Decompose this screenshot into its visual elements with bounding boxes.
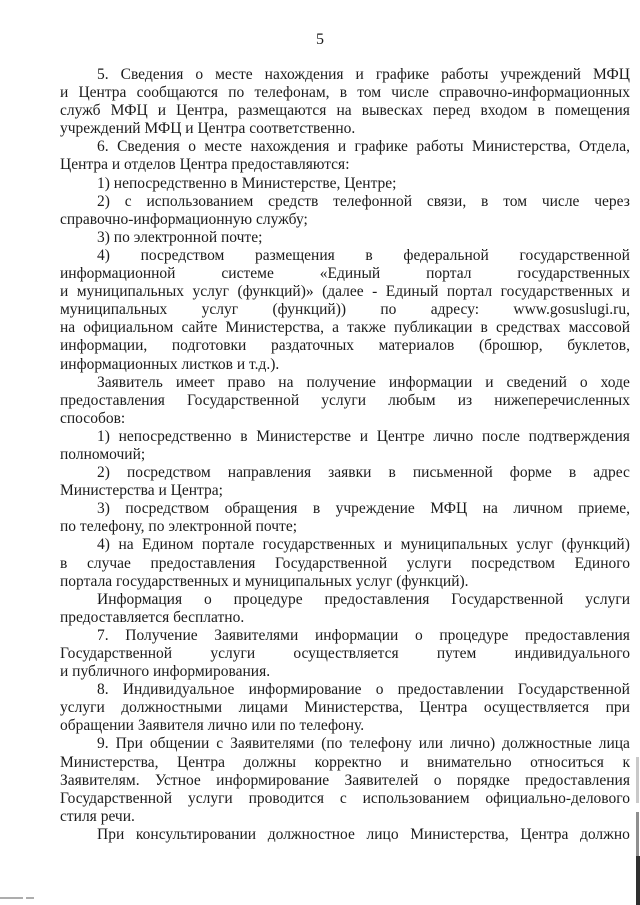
text-line (60, 645, 630, 663)
word: Министерства, (410, 825, 509, 843)
scan-artifact-right-edge-light (636, 757, 639, 803)
word: государственной (519, 246, 630, 264)
text-line (60, 319, 630, 337)
word: нахождения (250, 138, 330, 156)
word: в (60, 554, 68, 572)
word: процедуре (439, 626, 509, 644)
word: по (228, 84, 245, 102)
word: и (337, 138, 347, 156)
text-line (60, 754, 630, 772)
text-line (60, 301, 630, 319)
word: в (568, 464, 577, 482)
word: использованием (362, 789, 470, 807)
word: сайте (181, 319, 218, 337)
word: числе (541, 192, 580, 210)
paragraph (60, 138, 630, 174)
word: (брошюр, (478, 337, 543, 355)
word: Сведения (120, 66, 184, 83)
word: Сведения (117, 138, 180, 156)
word: лицо (366, 825, 399, 843)
word: посредством (471, 554, 555, 572)
word: помещения (554, 102, 630, 120)
scan-artifact-bottom-left-line-2 (26, 897, 34, 899)
word: внимательно (427, 753, 512, 771)
word: раздаточных (270, 337, 354, 355)
word: услуги (210, 645, 256, 662)
word: 7. (97, 626, 109, 644)
word: 2) (97, 464, 110, 482)
text-line (60, 337, 630, 355)
word: сведений (506, 373, 567, 391)
word: Центра (78, 84, 127, 102)
paragraph (60, 428, 630, 464)
text-line: предоставляется бесплатно. (60, 608, 245, 626)
word: осуществляется (293, 645, 399, 662)
text-line (60, 790, 630, 808)
word: учреждение (335, 500, 415, 518)
word: приеме, (578, 500, 630, 518)
word: предоставления (150, 554, 256, 572)
paragraph (60, 464, 630, 500)
word: консультировании (135, 825, 257, 843)
paragraph (60, 681, 630, 735)
text-line (60, 536, 630, 554)
word: через (594, 192, 630, 210)
text-line (60, 681, 630, 699)
text-line: учреждений МФЦ и Центра соответственно. (60, 120, 356, 138)
text-line: Министерства и Центра; (60, 482, 223, 500)
word: предоставления (60, 391, 165, 409)
word: Центра (419, 699, 468, 717)
document-body (60, 66, 630, 844)
word: телефону (349, 735, 412, 753)
word: лицами (238, 699, 288, 717)
word: федеральной (403, 246, 489, 264)
word: государственных (262, 536, 376, 554)
word: размещаются (238, 102, 327, 120)
word: при (605, 699, 630, 717)
paragraph (60, 627, 630, 681)
word: 9. (97, 735, 109, 753)
text-line (60, 265, 630, 283)
word: месте (215, 66, 253, 83)
word: заявки (328, 464, 372, 482)
word: Заявителями (230, 735, 315, 753)
word: в (481, 192, 489, 210)
word: о (375, 681, 384, 699)
word: после (481, 427, 520, 445)
word: 2) (97, 192, 110, 210)
word: услуги (406, 554, 452, 572)
word: письменной (412, 464, 493, 482)
text-line (60, 627, 630, 645)
word: месте (204, 138, 243, 156)
word: справочно-информационных (439, 84, 630, 102)
word: муниципальных (76, 283, 185, 301)
word: посредством (125, 500, 210, 518)
word: в (480, 319, 488, 337)
word: Государственной (451, 590, 564, 608)
word: (далее (322, 283, 364, 301)
scan-artifact-right-edge-dark (636, 856, 640, 905)
word: услуги (60, 699, 105, 717)
word: Заявитель (97, 373, 163, 391)
word: (функций)) (272, 301, 347, 319)
paragraph (60, 591, 630, 627)
word: посредством (140, 246, 225, 264)
word: вывесках (361, 102, 423, 120)
word: на (118, 536, 134, 554)
text-line (60, 699, 630, 717)
word: предоставлении (397, 681, 504, 699)
word: Центра, (176, 102, 228, 120)
word: Государственной (60, 645, 173, 662)
word: Центра (177, 753, 225, 771)
word: предоставления (525, 771, 630, 789)
word: перед (432, 102, 471, 120)
text-line (60, 102, 630, 120)
word: Едином (142, 536, 194, 554)
word: услуг (192, 283, 229, 301)
word: - (372, 283, 378, 301)
word: информации (314, 626, 399, 644)
paragraph (60, 175, 630, 193)
word: Индивидуальное (122, 681, 235, 699)
word: 4) (97, 246, 110, 264)
word: информационной (60, 265, 176, 283)
word: личном (513, 500, 563, 518)
word: При (115, 735, 143, 753)
word: портал (426, 265, 472, 283)
word: Государственной (517, 681, 630, 699)
word: с (339, 789, 347, 807)
word: путем (436, 645, 477, 662)
word: услуги (585, 590, 630, 608)
word: www.gosuslugi.ru, (513, 301, 630, 319)
word: Заявителям. (60, 771, 140, 789)
scan-artifact-right-edge-medium (636, 812, 639, 856)
paragraph (60, 247, 630, 374)
word: лично (433, 427, 474, 445)
word: подготовки (171, 337, 247, 355)
word: и (60, 84, 69, 102)
text-line (60, 772, 630, 790)
word: и (359, 427, 368, 445)
paragraph (60, 374, 630, 428)
word: должностное (267, 825, 355, 843)
word: о (195, 66, 204, 83)
word: лица (598, 735, 630, 753)
text-line (60, 84, 630, 102)
text-line (60, 193, 630, 211)
word: телефонной (333, 192, 412, 210)
word: ходе (600, 373, 630, 391)
word: официальном (83, 319, 174, 337)
text-line (60, 66, 630, 84)
word: процедуре (233, 590, 303, 608)
word: должностными (121, 699, 223, 717)
word: 4) (97, 536, 110, 554)
text-line (60, 591, 630, 609)
word: информации, (60, 337, 148, 355)
word: средствах (495, 319, 561, 337)
word: о (579, 373, 588, 391)
text-line: 1) непосредственно в Министерстве, Центре; (97, 174, 397, 192)
word: Отдела, (578, 138, 630, 156)
word: Центра (520, 825, 569, 843)
word: подтверждения (528, 427, 630, 445)
word: Единый (385, 283, 439, 301)
word: государственных (500, 283, 614, 301)
text-line: портала государственных и муниципальных услуг (функций). (60, 572, 469, 590)
word: также (347, 319, 386, 337)
word: Устное (154, 771, 201, 789)
word: услуг (516, 536, 553, 554)
text-line: обращении Заявителя лично или по телефону. (60, 717, 365, 735)
word: индивидуального (514, 645, 630, 662)
word: 3) (97, 500, 110, 518)
word: связи, (426, 192, 467, 210)
page-number: 5 (316, 31, 324, 48)
word: направления (227, 464, 312, 482)
word: посредством (126, 464, 211, 482)
word: графике (375, 66, 430, 83)
word: Центре (376, 427, 425, 445)
word: При (97, 825, 125, 843)
text-line (60, 247, 630, 265)
word: на (278, 373, 294, 391)
word: и (485, 373, 494, 391)
word: нахождения (264, 66, 344, 83)
word: портале (201, 536, 255, 554)
text-line (60, 392, 630, 410)
word: о (414, 626, 423, 644)
word: в (388, 464, 396, 482)
word: числе (391, 84, 429, 102)
text-line: Центра и отделов Центра предоставляются: (60, 156, 350, 174)
word: относиться (530, 753, 604, 771)
word: Министерства, (225, 319, 324, 337)
word: адрес (593, 464, 630, 482)
paragraph (60, 826, 630, 844)
word: Заявителей (344, 771, 419, 789)
word: 6. (97, 138, 109, 156)
word: с (124, 192, 132, 210)
word: Государственной (60, 789, 173, 807)
text-line (60, 428, 630, 446)
word: и (157, 102, 167, 120)
word: проводится (248, 789, 325, 807)
word: общении (149, 735, 210, 753)
word: лично) (450, 735, 496, 753)
word: 1) (97, 427, 110, 445)
text-line (60, 555, 630, 573)
word: МФЦ (430, 500, 468, 518)
word: «Единый (319, 265, 381, 283)
word: муниципальных (60, 301, 168, 319)
word: в (339, 84, 348, 102)
word: право (227, 373, 266, 391)
text-line: по телефону, по электронной почте; (60, 518, 298, 536)
word: на (336, 102, 352, 120)
word: работы (441, 66, 489, 83)
word: непосредственно (118, 427, 232, 445)
word: о (433, 771, 442, 789)
word: том (503, 192, 528, 210)
word: сообщаются (136, 84, 219, 102)
word: и (621, 283, 630, 301)
word: и (400, 753, 409, 771)
word: в (537, 102, 545, 120)
paragraph (60, 735, 630, 825)
word: МФЦ (592, 66, 630, 83)
text-line: 3) по электронной почте; (97, 228, 263, 246)
word: массовой (568, 319, 630, 337)
word: имеет (175, 373, 215, 391)
word: должностные (502, 735, 592, 753)
word: получение (306, 373, 376, 391)
word: на (60, 319, 76, 337)
word: Получение (125, 626, 198, 644)
text-line (60, 283, 630, 301)
word: использованием (146, 192, 254, 210)
word: графике (354, 138, 408, 156)
word: и (355, 66, 364, 83)
word: служб (60, 102, 101, 120)
word: (функций) (561, 536, 630, 554)
text-line (60, 826, 630, 844)
word: Информация (97, 590, 183, 608)
text-line (60, 374, 630, 392)
text-line: стиля речи. (60, 807, 135, 825)
word: официально-делового (485, 789, 630, 807)
word: информации (388, 373, 473, 391)
word: размещения (255, 246, 335, 264)
word: МФЦ (110, 102, 148, 120)
word: муниципальных (400, 536, 508, 554)
word: работы (416, 138, 464, 156)
paragraph (60, 66, 630, 138)
word: в (240, 427, 248, 445)
paragraph (60, 500, 630, 536)
word: нижеперечисленных (494, 391, 630, 409)
word: том (357, 84, 382, 102)
word: в (365, 246, 373, 264)
word: любым (388, 391, 436, 409)
word: осуществляется (483, 699, 590, 717)
text-line: и публичного информирования. (60, 663, 271, 681)
word: о (188, 138, 196, 156)
word: должны (243, 753, 297, 771)
word: Министерства, (60, 753, 159, 771)
word: (по (321, 735, 343, 753)
word: и (383, 536, 393, 554)
word: Министерстве (256, 427, 351, 445)
paragraph (60, 193, 630, 229)
word: Государственной (275, 554, 388, 572)
word: системе (221, 265, 274, 283)
text-line (60, 500, 630, 518)
word: учреждений (500, 66, 581, 83)
text-line (60, 464, 630, 482)
word: по (380, 301, 397, 319)
word: корректно (314, 753, 382, 771)
text-line (60, 735, 630, 753)
scan-artifact-bottom-left-line-1 (0, 897, 23, 899)
text-line: способов: (60, 409, 126, 427)
word: (функций)» (237, 283, 314, 301)
word: входом (480, 102, 528, 120)
text-line (60, 138, 630, 156)
word: предоставления (525, 626, 630, 644)
word: на (482, 500, 498, 518)
word: или (418, 735, 444, 753)
word: публикации (393, 319, 473, 337)
paragraph (60, 229, 630, 247)
word: в (312, 500, 321, 518)
word: Государственной (187, 391, 300, 409)
word: телефонам, (254, 84, 330, 102)
word: о (203, 590, 212, 608)
text-line: полномочий; (60, 445, 146, 463)
word: к (622, 753, 630, 771)
word: услуги (187, 789, 233, 807)
word: буклетов, (567, 337, 630, 355)
word: информирование (248, 681, 362, 699)
word: услуг (201, 301, 239, 319)
word: а (332, 319, 339, 337)
word: Министерства, (304, 699, 403, 717)
word: средств (268, 192, 319, 210)
text-line: справочно-информационную службу; (60, 210, 308, 228)
word: Единого (574, 554, 630, 572)
word: с (216, 735, 224, 753)
word: 8. (97, 681, 109, 699)
word: форме (509, 464, 552, 482)
word: и (60, 283, 69, 301)
word: порядке (456, 771, 510, 789)
text-line: информационных листков и т.д.). (60, 355, 280, 373)
word: из (457, 391, 473, 409)
word: Министерства, (472, 138, 571, 156)
word: государственных (517, 265, 630, 283)
word: информирование (216, 771, 330, 789)
word: услуги (321, 391, 367, 409)
word: 5. (97, 66, 109, 83)
word: обращения (224, 500, 298, 518)
word: портал (446, 283, 493, 301)
word: должно (580, 825, 630, 843)
paragraph (60, 536, 630, 590)
word: адресу: (430, 301, 480, 319)
word: Заявителями (214, 626, 299, 644)
word: предоставления (324, 590, 430, 608)
word: случае (86, 554, 131, 572)
word: материалов (378, 337, 455, 355)
